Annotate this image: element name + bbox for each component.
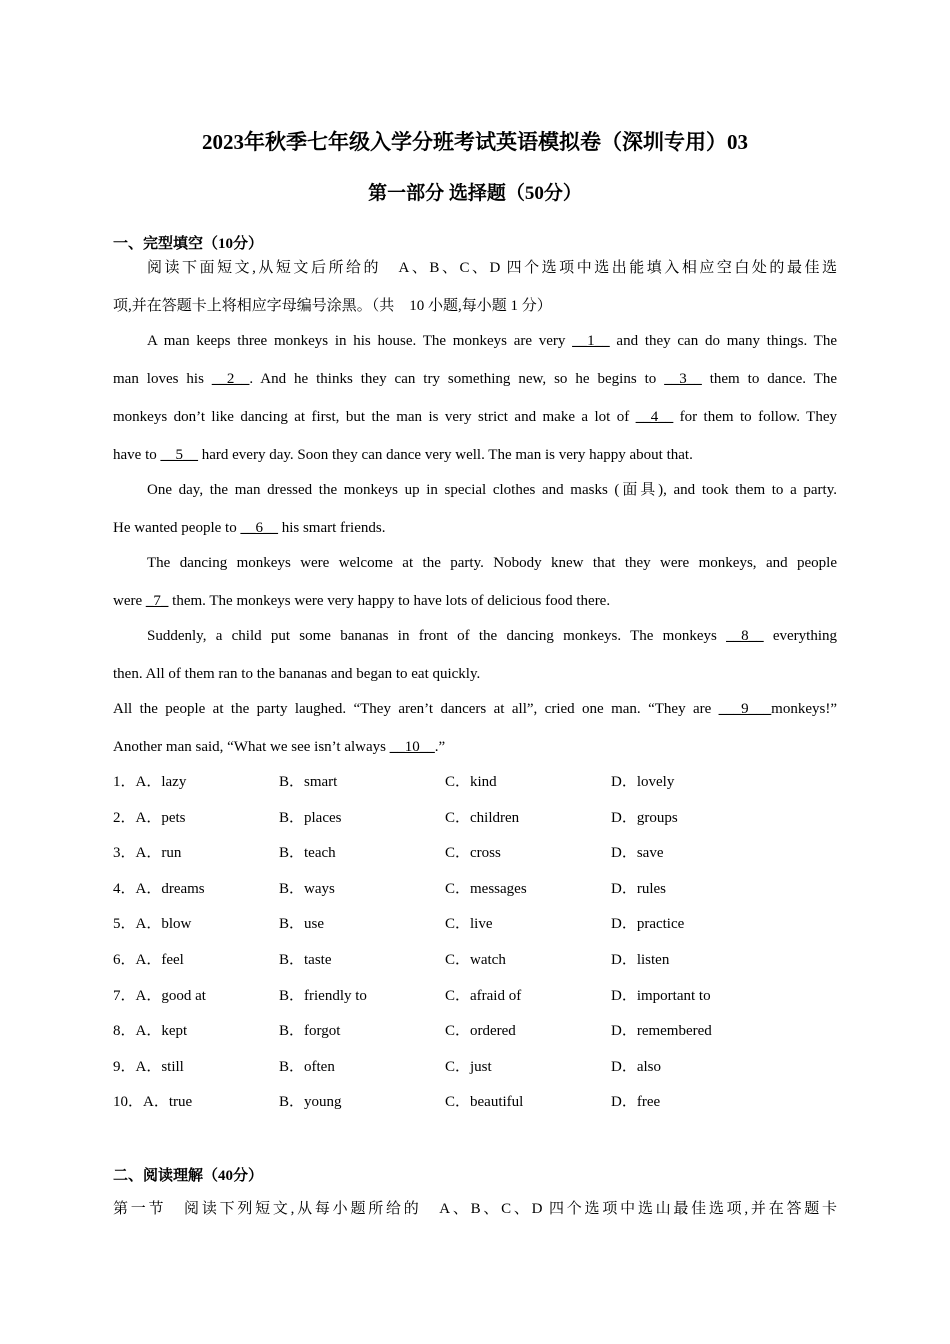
passage-text: He wanted people to bbox=[113, 520, 241, 536]
passage-text: hard every day. Soon they can dance very well. The man is very happy about that. bbox=[197, 447, 693, 463]
option: 10．A．true bbox=[113, 1094, 193, 1111]
option: C．cross bbox=[445, 845, 501, 862]
option: D．rules bbox=[611, 880, 666, 897]
option: B．young bbox=[279, 1094, 342, 1111]
passage-text: .” bbox=[434, 739, 446, 755]
option: B．friendly to bbox=[279, 987, 367, 1004]
passage-text: monkeys don’t like dancing at first, but the man is very strict and make a lot of bbox=[113, 409, 636, 425]
passage-line bbox=[147, 331, 837, 351]
passage-text: then. All of them ran to the bananas and began to eat quickly. bbox=[113, 666, 481, 682]
passage-text: man loves his bbox=[113, 371, 212, 387]
option: B．places bbox=[279, 809, 342, 826]
option: 3．A．run bbox=[113, 845, 182, 862]
option: B．ways bbox=[279, 880, 335, 897]
option: C．watch bbox=[445, 952, 506, 968]
section2-heading: 二、阅读理解（40分） bbox=[113, 1168, 264, 1184]
section1-instruction: 项,并在答题卡上将相应字母编号涂黑。（共 10 小题,每小题 1 分） bbox=[113, 298, 552, 314]
passage-line bbox=[147, 480, 837, 500]
blank: __4__ bbox=[635, 409, 674, 425]
option: C．just bbox=[445, 1058, 492, 1075]
passage-text: them to dance. The bbox=[701, 371, 837, 387]
passage-text: everything bbox=[763, 628, 837, 644]
option: 7．A．good at bbox=[113, 987, 206, 1004]
passage-text: for them to follow. They bbox=[673, 409, 837, 425]
option: C．messages bbox=[445, 880, 527, 897]
option: D．free bbox=[611, 1094, 661, 1111]
passage-line bbox=[113, 699, 837, 719]
part-title: 第一部分 选择题（50分） bbox=[368, 183, 582, 204]
option: 2．A．pets bbox=[113, 809, 186, 826]
passage-text: and they can do many things. The bbox=[609, 333, 837, 349]
passage-line bbox=[113, 737, 837, 757]
option: 6．A．feel bbox=[113, 952, 184, 968]
passage-line bbox=[147, 553, 837, 573]
option: C．children bbox=[445, 809, 520, 826]
option: C．afraid of bbox=[445, 987, 522, 1004]
option: 1．A．lazy bbox=[113, 774, 187, 790]
blank: __2__ bbox=[211, 371, 250, 387]
option: C．beautiful bbox=[445, 1094, 524, 1111]
option: C．live bbox=[445, 916, 493, 933]
option: D．lovely bbox=[611, 774, 675, 790]
blank: __1__ bbox=[572, 333, 610, 349]
passage-text: monkeys!” bbox=[771, 701, 837, 717]
blank: __3__ bbox=[664, 371, 702, 387]
option: B．teach bbox=[279, 845, 336, 862]
document-title: 2023年秋季七年级入学分班考试英语模拟卷（深圳专用）03 bbox=[202, 130, 748, 154]
option: D．groups bbox=[611, 809, 678, 826]
section2-instruction: 第一节 阅读下列短文,从每小题所给的 A、B、C、D 四个选项中选山最佳选项,并在答题卡 bbox=[113, 1201, 837, 1217]
option: B．smart bbox=[279, 774, 338, 790]
passage-text: One day, the man dressed the monkeys up in special clothes and masks (面具), and took them to a party. bbox=[147, 482, 837, 498]
passage-text: Suddenly, a child put some bananas in front of the dancing monkeys. The monkeys bbox=[147, 628, 727, 644]
option: D．remembered bbox=[611, 1023, 712, 1040]
passage-text: The dancing monkeys were welcome at the party. Nobody knew that they were monkeys, and people bbox=[147, 555, 837, 571]
passage-line bbox=[113, 369, 837, 389]
passage-text: them. The monkeys were very happy to have lots of delicious food there. bbox=[168, 593, 611, 609]
passage-line bbox=[113, 407, 837, 427]
passage-text: All the people at the party laughed. “They aren’t dancers at all”, cried one man. “They are bbox=[113, 701, 719, 717]
section1-heading: 一、完型填空（10分） bbox=[113, 236, 264, 252]
passage-line bbox=[113, 591, 837, 611]
option: 5．A．blow bbox=[113, 916, 192, 933]
option: 9．A．still bbox=[113, 1058, 184, 1075]
passage-line bbox=[113, 664, 837, 684]
option: B．taste bbox=[279, 952, 332, 968]
option: B．use bbox=[279, 916, 325, 933]
option: D．important to bbox=[611, 987, 711, 1004]
passage-line bbox=[113, 445, 837, 465]
blank: __8__ bbox=[726, 628, 764, 644]
passage-text: have to bbox=[113, 447, 161, 463]
option: B．often bbox=[279, 1058, 335, 1075]
option: C．ordered bbox=[445, 1023, 516, 1040]
blank: __6__ bbox=[240, 520, 278, 536]
option: D．practice bbox=[611, 916, 685, 933]
passage-line bbox=[113, 518, 837, 538]
option: 8．A．kept bbox=[113, 1023, 188, 1040]
passage-text: Another man said, “What we see isn’t always bbox=[113, 739, 390, 755]
passage-line bbox=[147, 626, 837, 646]
option: D．listen bbox=[611, 952, 670, 968]
option: C．kind bbox=[445, 774, 497, 790]
blank: _7_ bbox=[145, 593, 169, 609]
option: D．save bbox=[611, 845, 664, 862]
blank: __10__ bbox=[389, 739, 435, 755]
section1-instruction: 阅读下面短文,从短文后所给的 A、B、C、D 四个选项中选出能填入相应空白处的最佳选 bbox=[147, 260, 837, 276]
blank: ___9___ bbox=[718, 701, 772, 717]
option: 4．A．dreams bbox=[113, 880, 205, 897]
option: D．also bbox=[611, 1058, 661, 1075]
passage-text: his smart friends. bbox=[277, 520, 386, 536]
passage-text: A man keeps three monkeys in his house. The monkeys are very bbox=[147, 333, 573, 349]
passage-text: . And he thinks they can try something new, so he begins to bbox=[249, 371, 665, 387]
passage-text: were bbox=[113, 593, 146, 609]
option: B．forgot bbox=[279, 1023, 341, 1040]
blank: __5__ bbox=[160, 447, 198, 463]
